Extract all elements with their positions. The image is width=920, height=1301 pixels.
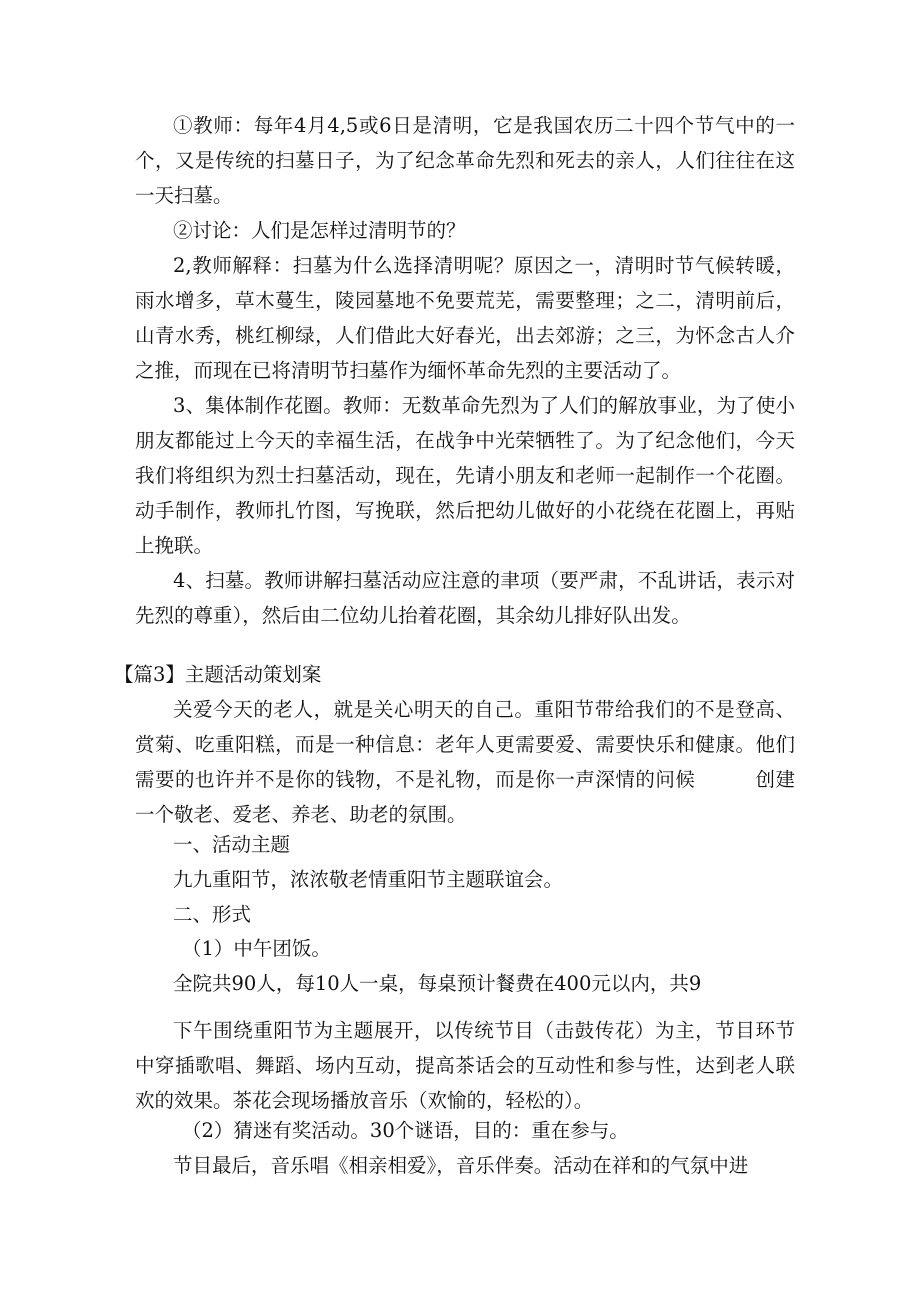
section-heading: 【篇3】主题活动策划案: [114, 663, 322, 686]
item-lunch-title: （1）中午团饭。: [182, 937, 331, 960]
theme-text: 九九重阳节，浓浓敬老情重阳节主题联谊会。: [173, 868, 564, 891]
paragraph-teacher-intro: ①教师：每年4月4,5或6日是清明，它是我国农历二十四个节气中的一个，又是传统的扫墓日子，为了纪念革命先烈和死去的亲人，人们往往在这一天扫墓。: [135, 114, 795, 207]
item-riddle-activity: （2）猜迷有奖活动。30个谜语，目的：重在参与。: [182, 1119, 629, 1142]
paragraph-make-wreath: 3、集体制作花圈。教师：无数革命先烈为了人们的解放事业，为了使小朋友都能过上今天的幸福生活，在战争中光荣牺牲了。为了纪念他们，今天我们将组织为烈士扫墓活动，现在，先请小朋友和老师一起制作一个花圈。动手制作，教师扎竹图，写挽联，然后把幼儿做好的小花绕在花圈上，再贴上挽联。: [135, 394, 795, 557]
paragraph-closing: 节目最后，音乐唱《相亲相爱》，音乐伴奏。活动在祥和的气氛中进: [173, 1154, 749, 1177]
subheading-activity-theme: 一、活动主题: [173, 833, 291, 856]
paragraph-care-elderly: 关爱今天的老人，就是关心明天的自己。重阳节带给我们的不是登高、赏菊、吃重阳糕，而是一种信息：老年人更需要爱、需要快乐和健康。他们需要的也许并不是你的钱物，不是礼物，而是你一声深情的问候 创建一个敬老、爱老、养老、助老的氛围。: [135, 698, 795, 826]
subheading-form: 二、形式: [173, 903, 252, 926]
paragraph-teacher-explain: 2,教师解释：扫墓为什么选择清明呢？原因之一，清明时节气候转暖，雨水增多，草木蔓生，陵园墓地不免要荒芜，需要整理；之二，清明前后，山青水秀，桃红柳绿，人们借此大好春光，出去郊游；之三，为怀念古人介之推，而现在已将清明节扫墓作为缅怀革命先烈的主要活动了。: [135, 254, 795, 382]
item-lunch-text: 全院共90人，每10人一桌，每桌预计餐费在400元以内，共9: [173, 972, 702, 995]
paragraph-discussion: ②讨论：人们是怎样过清明节的？: [173, 219, 466, 242]
paragraph-tomb-sweeping: 4、扫墓。教师讲解扫墓活动应注意的聿项（要严肃，不乱讲话，表示对先烈的尊重），然后由二位幼儿抬着花圈，其余幼儿排好队出发。: [135, 569, 795, 627]
paragraph-afternoon-program: 下午围绕重阳节为主题展开，以传统节目（击鼓传花）为主，节目环节中穿插歌唱、舞蹈、场内互动，提高茶话会的互动性和参与性，达到老人联欢的效果。茶花会现场播放音乐（欢愉的，轻松的）。: [135, 1019, 795, 1112]
